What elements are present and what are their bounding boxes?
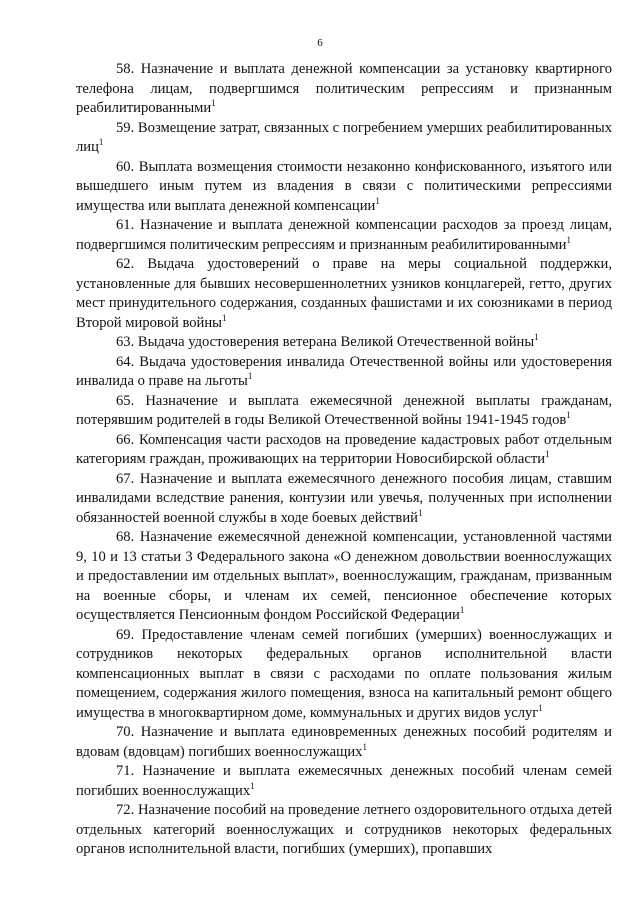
- footnote-mark: 1: [417, 507, 423, 518]
- list-item: 68. Назначение ежемесячной денежной компенсации, установленной частями 9, 10 и 13 статьи 3 Федерального закона «О денежном довольствии военнослужащих и предоставлении им отдельных выплат», военнослужащим, гражданам, призванным на военные сборы, и членам их семей, пенсионное обеспечение которых осуществляется Пенсионным фондом Российской Федерации$^1$: [76, 529, 612, 623]
- footnote-mark: 1: [566, 234, 571, 245]
- list-item: 59. Возмещение затрат, связанных с погребением умерших реабилитированных лиц$^1$: [76, 119, 612, 155]
- list-item: 66. Компенсация части расходов на проведение кадастровых работ отдельным категориям граждан, проживающих на территории Новосибирской области$^1$: [76, 431, 612, 467]
- document-body: [76, 60, 612, 860]
- footnote-mark: 1: [534, 332, 539, 343]
- footnote-mark: 1: [545, 449, 550, 460]
- list-item: 70. Назначение и выплата единовременных денежных пособий родителям и вдовам (вдовцам) погибших военнослужащих$^1$: [76, 724, 612, 760]
- list-item: 69. Предоставление членам семей погибших (умерших) военнослужащих и сотрудников некоторых федеральных органов исполнительной власти компенсационных выплат в связи с расходами по оплате пользования жилым помещением, содержания жилого помещения, взноса на капитальный ремонт общего имущества в многоквартирном доме, коммунальных и других видов услуг$^1$: [76, 626, 612, 721]
- footnote-mark: 1: [211, 98, 216, 109]
- footnote-mark: 1: [459, 605, 465, 616]
- list-item: 62. Выдача удостоверений о праве на меры социальной поддержки, установленные для бывших несовершеннолетних узников концлагерей, гетто, других мест принудительного содержания, созданных фашистами и их союзниками в период Второй мировой войны$^1$: [76, 256, 612, 331]
- list-item: 65. Назначение и выплата ежемесячной денежной выплаты гражданам, потерявшим родителей в годы Великой Отечественной войны 1941-1945 годов$^1$: [76, 392, 612, 428]
- list-item: 71. Назначение и выплата ежемесячных денежных пособий членам семей погибших военнослужащих$^1$: [76, 763, 612, 799]
- list-item: 61. Назначение и выплата денежной компенсации расходов за проезд лицам, подвергшимся политическим репрессиям и признанным реабилитированными$^1$: [76, 217, 612, 253]
- footnote-mark: 1: [221, 312, 227, 323]
- list-item: 67. Назначение и выплата ежемесячного денежного пособия лицам, ставшим инвалидами вследствие ранения, контузии или увечья, полученных при исполнении обязанностей военной службы в ходе боевых действий$^1$: [76, 470, 612, 526]
- list-item: 58. Назначение и выплата денежной компенсации за установку квартирного телефона лицам, подвергшимся политическим репрессиям и признанным реабилитированными$^1$: [76, 61, 612, 116]
- footnote-mark: 1: [375, 195, 380, 206]
- list-item: 72. Назначение пособий на проведение летнего оздоровительного отдыха детей отдельных категорий военнослужащих и сотрудников некоторых федеральных органов исполнительной власти, погибших (умерших), пропавших: [76, 802, 612, 857]
- list-item: 60. Выплата возмещения стоимости незаконно конфискованного, изъятого или вышедшего иным путем из владения в связи с политическими репрессиями имущества или выплата денежной компенсации$^1$: [76, 158, 612, 214]
- list-item: 64. Выдача удостоверения инвалида Отечественной войны или удостоверения инвалида о праве на льготы$^1$: [76, 353, 612, 389]
- page-number: 6: [317, 37, 323, 49]
- footnote-mark: 1: [566, 410, 571, 421]
- footnote-mark: 1: [247, 371, 253, 382]
- footnote-mark: 1: [362, 741, 367, 752]
- footnote-mark: 1: [250, 780, 255, 791]
- list-item: 63. Выдача удостоверения ветерана Великой Отечественной войны$^1$: [116, 332, 539, 350]
- footnote-mark: 1: [538, 702, 543, 713]
- footnote-mark: 1: [98, 137, 104, 148]
